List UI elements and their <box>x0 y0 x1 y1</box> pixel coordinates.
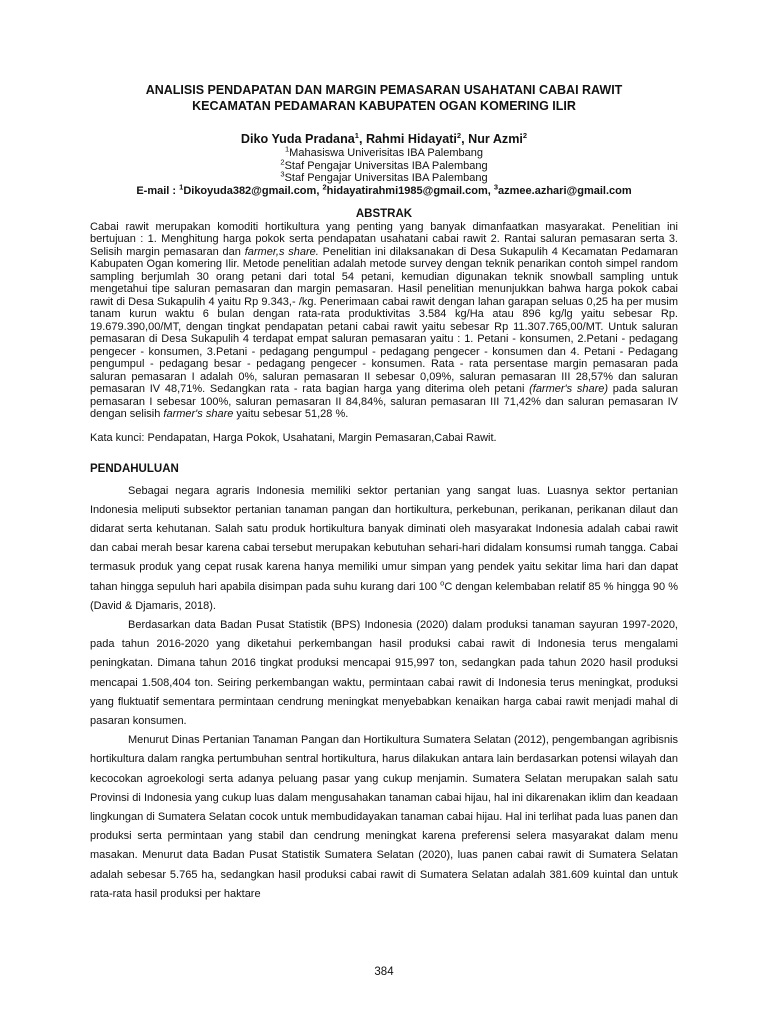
page-number: 384 <box>374 966 394 978</box>
abstract-text-2: Penelitian ini dilaksanakan di Desa Sukapulih 4 Kecamatan Pedamaran Kabupaten Ogan komering Ilir. Metode penelitian adalah metode survey dengan teknik penarikan contoh simpel random sampling berjumlah 30 orang petani dari total 54 petani, kemudian digunakan teknik snowball sampling untuk mengetahui tipe saluran pemasaran dan margin pemasaran. Hasil penelitian menunjukkan bahwa harga pokok cabai rawit di Desa Sukapulih 4 yaitu Rp 9.343,- /kg. Penerimaan cabai rawit dengan lahan garapan seluas 0,25 ha per musim tanam kurun waktu 6 bulan dengan rata-rata produktivitas 3.584 kg/Ha atau 896 kg/lg yaitu sebesar Rp. 19.679.390,00/MT, dengan tingkat pendapatan petani cabai rawit yaitu sebesar Rp 11.307.765,00/MT. Untuk saluran pemasaran di Desa Sukapulih 4 terdapat empat saluran pemasaran yaitu : 1. Petani - konsumen, 2.Petani - pedagang pengecer - konsumen, 3.Petani - pedagang pengumpul - pedagang pengecer - konsumen dan 4. Petani - Pedagang pengumpul - pedagang besar - pedagang pengecer - konsumen. Rata - rata persentase margin pemasaran pada saluran pemasaran I adalah 0%, saluran pemasaran II sebesar 0,09%, saluran pemasaran III 28,57% dan saluran pemasaran IV 48,71%. Sedangkan rata - rata bagian harga yang diterima oleh petani <box>90 245 679 395</box>
abstract-term-2: (farmer's share) <box>529 383 609 395</box>
email-1-sup: 1 <box>179 181 184 191</box>
affiliation-3-sup: 3 <box>280 169 285 179</box>
degree-sup: o <box>440 577 445 587</box>
author-1: Diko Yuda Pradana <box>240 132 355 146</box>
affiliation-1-sup: 1 <box>285 144 290 154</box>
paper-title <box>90 82 678 114</box>
email-separator: , <box>316 184 323 197</box>
author-separator: , <box>358 132 366 146</box>
intro-paragraph-1-text: Sebagai negara agraris Indonesia memiliki sektor pertanian yang sangat luas. Luasnya sektor pertanian Indonesia meliputi subsektor pertanian tanaman pangan dan hortikultura, perkebunan, perikanan, perikanan dilaut dan didarat serta kehutanan. Salah satu produk hortikultura banyak diminati oleh masyarakat Indonesia adalah cabai rawit dan cabai merah besar karena cabai tersebut merupakan kebutuhan sehari-hari didalam konsumsi rumah tangga. Cabai termasuk produk yang cepat rusak karena hanya memiliki umur simpan yang pendek yaitu sekitar lima hari dan dapat tahan hingga sepuluh hari apabila disimpan pada suhu kurang dari 100 <box>90 484 678 593</box>
author-separator: , <box>461 132 469 146</box>
affiliation-2 <box>90 156 678 173</box>
author-list <box>90 131 678 147</box>
abstract-body <box>90 221 678 421</box>
affiliation-2-sup: 2 <box>280 156 285 166</box>
affiliation-3-text: Staf Pengajar Universitas IBA Palembang <box>284 172 488 184</box>
abstract-heading: ABSTRAK <box>355 207 413 220</box>
abstract-text-4: yaitu sebesar 51,28 %. <box>233 408 349 420</box>
intro-paragraph-1-end: C dengan kelembaban relatif 85 % hingga 90 % (David & Djamaris, 2018). <box>90 580 679 612</box>
affiliation-1 <box>90 144 678 160</box>
title-line-2: KECAMATAN PEDAMARAN KABUPATEN OGAN KOMERING ILIR <box>192 99 576 113</box>
affiliation-2-text: Staf Pengajar Universitas IBA Palembang <box>284 159 488 172</box>
title-line-1: ANALISIS PENDAPATAN DAN MARGIN PEMASARAN USAHATANI CABAI RAWIT <box>145 83 623 97</box>
author-2-sup: 2 <box>456 130 462 140</box>
email-2-link[interactable]: hidayatirahmi1985@gmail.com <box>326 184 488 197</box>
paper-page <box>90 82 678 904</box>
abstract-term-1: farmer,s share. <box>244 245 319 258</box>
author-1-sup: 1 <box>354 130 359 140</box>
email-2-sup: 2 <box>322 181 327 191</box>
abstract-text-3: pada saluran pemasaran I sebesar 100%, saluran pemasaran II 84,84%, saluran pemasaran III 71,42% dan saluran pemasaran IV dengan selisih <box>90 383 678 420</box>
email-label: E-mail : <box>136 184 180 197</box>
abstract-term-3: farmer's share <box>163 408 234 420</box>
intro-paragraph-3: Menurut Dinas Pertanian Tanaman Pangan dan Hortikultura Sumatera Selatan (2012), pengembangan agribisnis hortikultura dalam rangka pertumbuhan sentral hortikultura, harus dilakukan antara lain berdasarkan potensi wilayah dan kecocokan agroekologi serta adanya peluang pasar yang cukup menjamin. Sumatera Selatan merupakan salah satu Provinsi di Indonesia yang cukup luas dalam mengusahakan tanaman cabai hijau, hal ini dikarenakan iklim dan keadaan lingkungan di Sumatera Selatan cocok untuk membudidayakan tanaman cabai hijau. Hal ini terlihat pada luas panen dan produksi serta permintaan yang stabil dan cendrung meningkat karena preferensi selera masyarakat dalam menu masakan. Menurut data Badan Pusat Statistik Sumatera Selatan (2020), luas panen cabai rawit di Sumatera Selatan adalah sebesar 5.765 ha, sedangkan hasil produksi cabai rawit di Sumatera Selatan adalah 381.609 kuintal dan untuk rata-rata hasil produksi per haktare <box>90 734 678 900</box>
email-separator: , <box>487 184 494 197</box>
keywords: Kata kunci: Pendapatan, Harga Pokok, Usahatani, Margin Pemasaran,Cabai Rawit. <box>90 431 497 444</box>
intro-paragraph-2: Berdasarkan data Badan Pusat Statistik (BPS) Indonesia (2020) dalam produksi tanaman sayuran 1997-2020, pada tahun 2016-2020 yang diketahui perkembangan hasil produksi cabai rawit di Indonesia terus mengalami peningkatan. Dimana tahun 2016 tingkat produksi mencapai 915,997 ton, sedangkan pada tahun 2020 hasil produksi mencapai 1.508,404 ton. Seiring perkembangan waktu, permintaan cabai rawit di Indonesia terus meningkat, produksi yang fluktuatif sementara permintaan cendrung meningkat menyebabkan kenaikan harga cabai rawit menjadi mahal di pasaran konsumen. <box>90 618 678 727</box>
author-3-sup: 2 <box>522 130 528 140</box>
email-line <box>90 181 678 198</box>
email-1-link[interactable]: Dikoyuda382@gmail.com <box>183 184 317 197</box>
intro-paragraph-1 <box>90 482 678 616</box>
section-heading-introduction: PENDAHULUAN <box>90 462 179 475</box>
email-3-link[interactable]: azmee.azhari@gmail.com <box>498 184 632 197</box>
author-2: Rahmi Hidayati <box>365 132 457 146</box>
email-3-sup: 3 <box>493 181 499 191</box>
author-3: Nur Azmi <box>468 132 523 146</box>
affiliation-1-text: Mahasiswa Univerisitas IBA Palembang <box>289 147 483 159</box>
abstract-text-1: Cabai rawit merupakan komoditi hortikultura yang penting yang banyak dimanfaatkan masyarakat. Penelitian ini bertujuan : 1. Menghitung harga pokok serta pendapatan usahatani cabai rawit 2. Rantai saluran pemasaran serta 3. Selisih margin pemasaran dan <box>90 220 678 258</box>
